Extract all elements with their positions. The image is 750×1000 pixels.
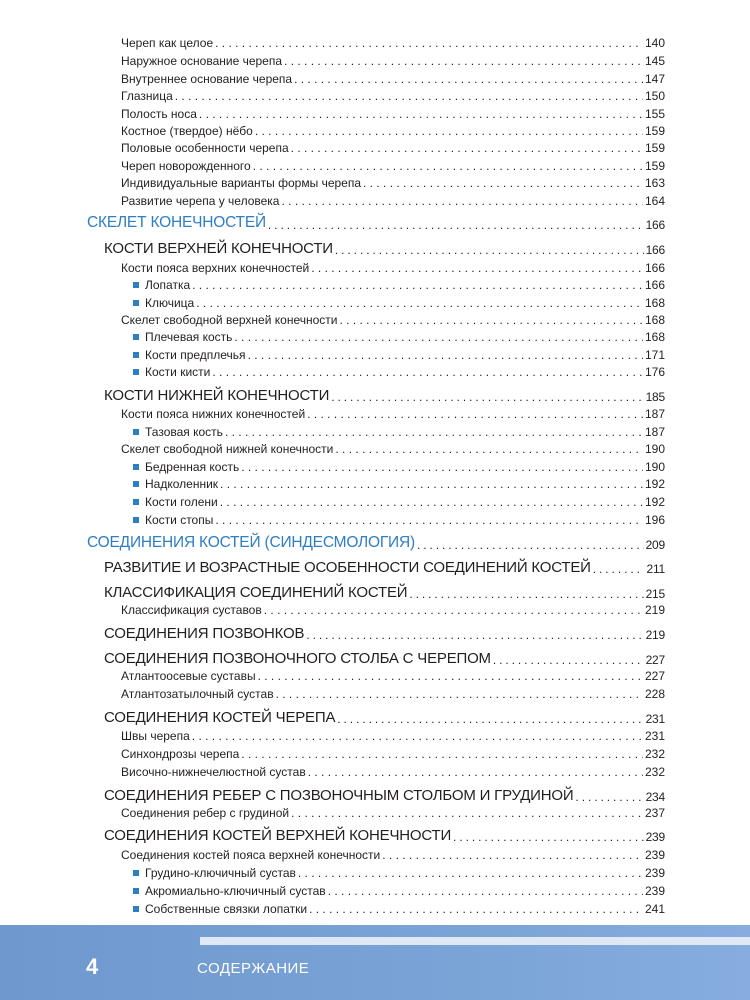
dot-leader: [212, 365, 643, 379]
toc-entry-page: 219: [644, 603, 665, 617]
toc-entry[interactable]: [121, 603, 665, 617]
toc-entry-title: КОСТИ НИЖНЕЙ КОНЕЧНОСТИ: [104, 387, 330, 404]
toc-entry[interactable]: [121, 806, 665, 820]
toc-entry-page: 192: [644, 477, 665, 491]
toc-entry-title: Кости пояса верхних конечностей: [121, 261, 310, 275]
toc-entry-title: Наружное основание черепа: [121, 54, 283, 68]
toc-entry-title: Половые особенности черепа: [121, 141, 289, 155]
toc-entry[interactable]: [121, 124, 665, 138]
bullet-icon: [133, 906, 139, 912]
toc-entry-page: 239: [644, 884, 665, 898]
dot-leader: [196, 296, 643, 310]
toc-entry-title: Классификация суставов: [121, 603, 262, 617]
bullet-icon: [133, 481, 139, 487]
toc-entry-title: СКЕЛЕТ КОНЕЧНОСТЕЙ: [87, 214, 266, 231]
toc-entry-title: Кости стопы: [145, 513, 214, 527]
page-number: 4: [86, 954, 99, 979]
toc-entry[interactable]: [121, 729, 665, 743]
toc-entry[interactable]: [121, 107, 665, 121]
toc-entry[interactable]: [121, 89, 665, 103]
toc-entry-page: 190: [644, 460, 665, 474]
toc-entry[interactable]: [121, 687, 665, 701]
footer-section-title: СОДЕРЖАНИЕ: [197, 960, 310, 977]
toc-entry-page: 145: [644, 54, 665, 68]
toc-entry[interactable]: [121, 36, 665, 50]
toc-entry[interactable]: [133, 425, 665, 439]
toc-entry[interactable]: [104, 625, 665, 642]
toc-entry-title: Височно-нижнечелюстной сустав: [121, 765, 306, 779]
dot-leader: [276, 687, 643, 701]
toc-entry-title: Костное (твердое) нёбо: [121, 124, 253, 138]
dot-leader: [264, 603, 643, 617]
toc-entry-title: Плечевая кость: [145, 330, 233, 344]
toc-entry-title: Скелет свободной нижней конечности: [121, 442, 334, 456]
toc-entry-title: СОЕДИНЕНИЯ РЕБЕР С ПОЗВОНОЧНЫМ СТОЛБОМ И ГРУДИНОЙ: [104, 787, 574, 804]
toc-entry-title: Ключица: [145, 296, 195, 310]
dot-leader: [253, 159, 643, 173]
toc-entry[interactable]: [104, 584, 665, 601]
toc-entry-title: СОЕДИНЕНИЯ КОСТЕЙ ВЕРХНЕЙ КОНЕЧНОСТИ: [104, 827, 452, 844]
dot-leader: [309, 902, 643, 916]
dot-leader: [241, 747, 643, 761]
dot-leader: [220, 495, 643, 509]
dot-leader: [335, 442, 643, 456]
toc-entry-title: Полость носа: [121, 107, 197, 121]
dot-leader: [382, 848, 643, 862]
toc-entry-page: 192: [644, 495, 665, 509]
dot-leader: [241, 460, 643, 474]
dot-leader: [248, 348, 643, 362]
toc-entry-page: 234: [645, 790, 665, 804]
toc-entry-title: Тазовая кость: [145, 425, 223, 439]
toc-entry-page: 227: [645, 653, 665, 667]
toc-entry-title: Индивидуальные варианты формы черепа: [121, 176, 362, 190]
toc-entry[interactable]: [133, 902, 665, 916]
toc-entry-title: Глазница: [121, 89, 173, 103]
toc-entry-page: 150: [644, 89, 665, 103]
dot-leader: [308, 765, 643, 779]
toc-entry[interactable]: [133, 884, 665, 898]
toc-entry[interactable]: [121, 176, 665, 190]
toc-entry-title: Череп как целое: [121, 36, 214, 50]
toc-entry-title: Соединения костей пояса верхней конечности: [121, 848, 381, 862]
toc-entry[interactable]: [121, 442, 665, 456]
toc-entry[interactable]: [133, 460, 665, 474]
toc-entry-page: 231: [645, 712, 665, 726]
bullet-icon: [133, 888, 139, 894]
toc-entry-title: Соединения ребер с грудиной: [121, 806, 290, 820]
toc-entry-page: 228: [644, 687, 665, 701]
toc-entry-page: 215: [645, 587, 665, 601]
dot-leader: [575, 790, 643, 804]
toc-entry[interactable]: [121, 747, 665, 761]
toc-entry-page: 209: [645, 538, 665, 552]
dot-leader: [331, 390, 643, 404]
toc-entry[interactable]: [133, 278, 665, 292]
toc-entry[interactable]: [121, 669, 665, 683]
toc-entry-title: Развитие черепа у человека: [121, 194, 280, 208]
bullet-icon: [133, 517, 139, 523]
toc-entry-title: КОСТИ ВЕРХНЕЙ КОНЕЧНОСТИ: [104, 240, 333, 257]
toc-entry[interactable]: [121, 159, 665, 173]
toc-entry-title: РАЗВИТИЕ И ВОЗРАСТНЫЕ ОСОБЕННОСТИ СОЕДИНЕНИЙ КОСТЕЙ: [104, 559, 591, 576]
dot-leader: [199, 107, 643, 121]
toc-entry-page: 168: [644, 296, 665, 310]
toc-entry-page: 196: [644, 513, 665, 527]
dot-leader: [307, 407, 643, 421]
dot-leader: [220, 477, 643, 491]
bullet-icon: [133, 464, 139, 470]
page-footer: [0, 925, 750, 1000]
dot-leader: [493, 653, 644, 667]
dot-leader: [175, 89, 643, 103]
toc-entry[interactable]: [104, 650, 665, 667]
toc-entry-page: 166: [644, 261, 665, 275]
toc-entry[interactable]: [87, 534, 665, 552]
toc-entry-title: Акромиально-ключичный сустав: [145, 884, 326, 898]
toc-entry[interactable]: [133, 348, 665, 362]
dot-leader: [328, 884, 643, 898]
toc-entry-page: 187: [644, 425, 665, 439]
toc-entry[interactable]: [121, 72, 665, 86]
toc-entry-page: 166: [645, 218, 665, 232]
dot-leader: [225, 425, 643, 439]
toc-entry-page: 237: [644, 806, 665, 820]
dot-leader: [291, 141, 643, 155]
dot-leader: [215, 513, 643, 527]
toc-entry[interactable]: [133, 495, 665, 509]
dot-leader: [281, 194, 642, 208]
toc-entry-title: Череп новорожденного: [121, 159, 251, 173]
toc-entry[interactable]: [104, 387, 665, 404]
toc-entry[interactable]: [121, 194, 665, 208]
toc-entry-title: Грудино-ключичный сустав: [145, 866, 296, 880]
toc-entry-page: 227: [644, 669, 665, 683]
bullet-icon: [133, 870, 139, 876]
toc-entry-page: 187: [644, 407, 665, 421]
toc-entry-title: СОЕДИНЕНИЯ ПОЗВОНОЧНОГО СТОЛБА С ЧЕРЕПОМ: [104, 650, 491, 667]
toc-entry-page: 147: [644, 72, 665, 86]
toc-entry-title: Собственные связки лопатки: [145, 902, 308, 916]
toc-entry-title: Кости пояса нижних конечностей: [121, 407, 306, 421]
toc-entry-page: 166: [644, 278, 665, 292]
toc-entry-title: Синхондрозы черепа: [121, 747, 240, 761]
toc-entry-title: Бедренная кость: [145, 460, 240, 474]
dot-leader: [255, 124, 643, 138]
dot-leader: [268, 218, 644, 232]
toc-entry-page: 185: [645, 390, 665, 404]
toc-entry-title: Атлантоосевые суставы: [121, 669, 256, 683]
toc-entry[interactable]: [104, 559, 665, 576]
toc-entry-page: 166: [645, 243, 665, 257]
toc-entry-title: Швы черепа: [121, 729, 190, 743]
dot-leader: [258, 669, 643, 683]
toc-entry-title: Кости кисти: [145, 365, 211, 379]
toc-entry[interactable]: [121, 54, 665, 68]
toc-entry[interactable]: [104, 787, 665, 804]
bullet-icon: [133, 282, 139, 288]
toc-entry-title: Лопатка: [145, 278, 191, 292]
toc-entry-page: 239: [644, 866, 665, 880]
toc-entry[interactable]: [121, 765, 665, 779]
dot-leader: [453, 830, 644, 844]
toc-entry[interactable]: [133, 365, 665, 379]
toc-entry-title: Кости предплечья: [145, 348, 246, 362]
toc-entry-title: Атлантозатылочный сустав: [121, 687, 274, 701]
toc-entry-title: Надколенник: [145, 477, 219, 491]
toc-entry-page: 232: [644, 747, 665, 761]
dot-leader: [363, 176, 643, 190]
bullet-icon: [133, 300, 139, 306]
toc-entry[interactable]: [133, 477, 665, 491]
dot-leader: [234, 330, 643, 344]
dot-leader: [311, 261, 643, 275]
toc-entry-page: 159: [644, 124, 665, 138]
toc-entry-page: 239: [644, 848, 665, 862]
bullet-icon: [133, 352, 139, 358]
bullet-icon: [133, 499, 139, 505]
toc-entry[interactable]: [133, 296, 665, 310]
toc-entry[interactable]: [121, 313, 665, 327]
dot-leader: [192, 278, 643, 292]
dot-leader: [409, 587, 643, 601]
toc-entry-title: СОЕДИНЕНИЯ ПОЗВОНКОВ: [104, 625, 305, 642]
toc-entry-title: Скелет свободной верхней конечности: [121, 313, 338, 327]
toc-entry[interactable]: [104, 709, 665, 726]
dot-leader: [294, 72, 643, 86]
toc-entry[interactable]: [121, 407, 665, 421]
dot-leader: [337, 712, 643, 726]
toc-entry-page: 219: [645, 628, 665, 642]
toc-entry[interactable]: [121, 261, 665, 275]
dot-leader: [593, 562, 645, 576]
toc-entry-page: 231: [644, 729, 665, 743]
toc-entry-page: 171: [644, 348, 665, 362]
toc-entry-page: 239: [645, 830, 665, 844]
dot-leader: [306, 628, 643, 642]
dot-leader: [335, 243, 644, 257]
toc-entry-title: Кости голени: [145, 495, 218, 509]
toc-entry-page: 159: [644, 141, 665, 155]
dot-leader: [417, 538, 644, 552]
toc-entry-page: 190: [644, 442, 665, 456]
dot-leader: [298, 866, 643, 880]
toc-entry[interactable]: [133, 866, 665, 880]
toc-entry-page: 163: [644, 176, 665, 190]
bullet-icon: [133, 369, 139, 375]
toc-entry-title: СОЕДИНЕНИЯ КОСТЕЙ ЧЕРЕПА: [104, 709, 336, 726]
toc-entry-page: 211: [646, 562, 665, 576]
toc-entry-page: 241: [644, 902, 665, 916]
dot-leader: [339, 313, 642, 327]
toc-entry[interactable]: [104, 827, 665, 844]
toc-entry-title: КЛАССИФИКАЦИЯ СОЕДИНЕНИЙ КОСТЕЙ: [104, 584, 408, 601]
bullet-icon: [133, 334, 139, 340]
toc-entry[interactable]: [121, 141, 665, 155]
toc-entry-title: СОЕДИНЕНИЯ КОСТЕЙ (СИНДЕСМОЛОГИЯ): [87, 534, 415, 551]
toc-entry-page: 140: [644, 36, 665, 50]
dot-leader: [284, 54, 643, 68]
toc-entry[interactable]: [121, 848, 665, 862]
toc-entry-title: Внутреннее основание черепа: [121, 72, 293, 86]
toc-entry-page: 168: [644, 330, 665, 344]
dot-leader: [215, 36, 643, 50]
toc-entry[interactable]: [133, 513, 665, 527]
dot-leader: [291, 806, 643, 820]
dot-leader: [192, 729, 643, 743]
toc-entry[interactable]: [133, 330, 665, 344]
bullet-icon: [133, 429, 139, 435]
toc-entry-page: 155: [644, 107, 665, 121]
toc-entry-page: 176: [644, 365, 665, 379]
toc-entry-page: 232: [644, 765, 665, 779]
toc-entry-page: 168: [644, 313, 665, 327]
toc-entry-page: 164: [644, 194, 665, 208]
toc-entry-page: 159: [644, 159, 665, 173]
footer-strip: [200, 937, 750, 945]
toc-entry[interactable]: [104, 240, 665, 257]
toc-entry[interactable]: [87, 214, 665, 232]
